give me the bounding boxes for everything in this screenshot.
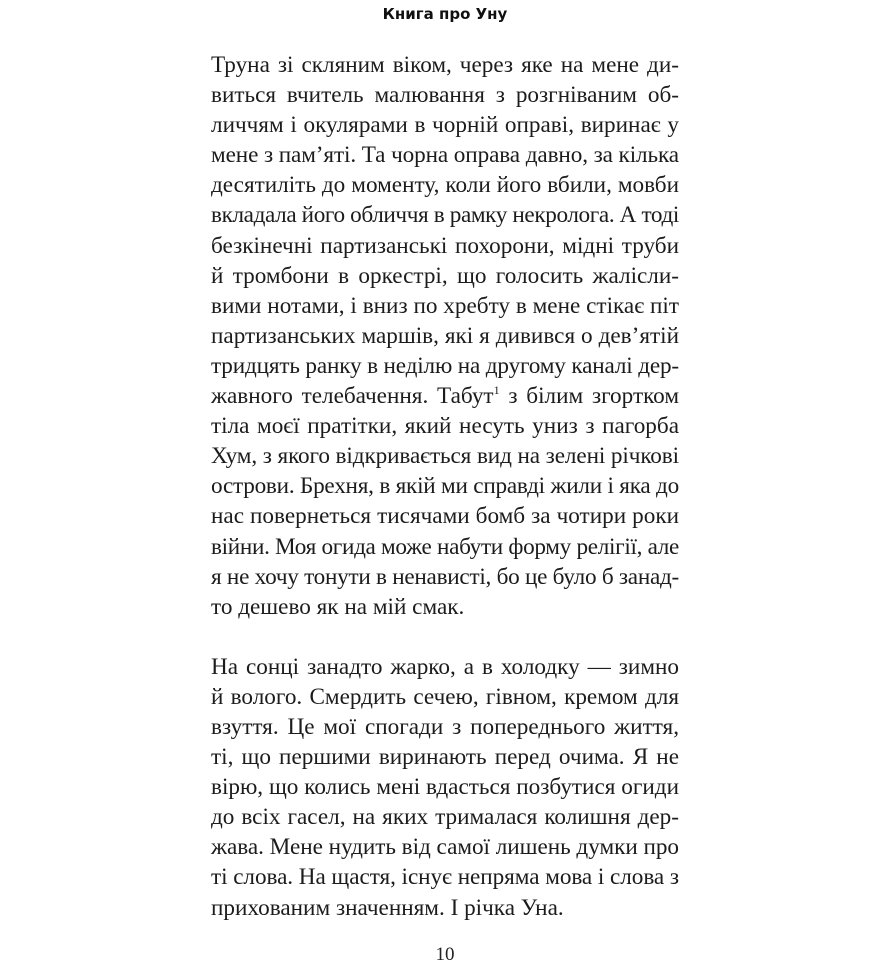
text-line-content: виться вчитель малювання з розгніваним об- — [211, 82, 679, 109]
text-line — [211, 562, 679, 592]
text-line-content: безкінечні партизанські похорони, мідні труби — [211, 232, 679, 259]
text-line — [211, 261, 679, 291]
text-segment: з білим згортком — [499, 383, 679, 410]
text-line — [211, 893, 679, 923]
text-line-content: й волого. Смердить сечею, гівном, кремом для — [211, 683, 679, 710]
text-line-content: личчям і окулярами в чорній оправі, виринає у — [211, 112, 679, 139]
text-segment: жавного телебачення. Табут — [211, 383, 494, 410]
text-line — [211, 712, 679, 742]
text-line-content: й тромбони в оркестрі, що голосить жалісли- — [211, 262, 679, 289]
text-line — [211, 862, 679, 892]
text-line — [211, 351, 679, 381]
text-line — [211, 772, 679, 802]
text-line-content: Труна зі скляним віком, через яке на мене ди- — [211, 52, 679, 78]
text-line-content: війни. Моя огида може набути форму релігії, але — [211, 533, 679, 560]
text-line — [211, 471, 679, 501]
text-line-content: десятиліть до моменту, коли його вбили, мовби — [211, 172, 679, 199]
text-line-content: то дешево як на мій смак. — [211, 593, 465, 620]
paragraph-2 — [211, 652, 679, 923]
text-line-content: прихованим значенням. І річка Уна. — [211, 894, 564, 921]
text-line — [211, 231, 679, 261]
text-line — [211, 50, 679, 80]
text-line-content: тридцять ранку в неділю на другому каналі дер- — [211, 352, 679, 379]
text-line-with-footnote — [211, 381, 679, 411]
page-number: 10 — [435, 943, 455, 965]
text-line — [211, 110, 679, 140]
text-line — [211, 441, 679, 471]
text-line — [211, 291, 679, 321]
text-line — [211, 652, 679, 682]
text-line-content: я не хочу тонути в ненависті, бо це було б занад- — [211, 563, 679, 590]
text-line — [211, 501, 679, 531]
text-line-content: ті, що першими виринають перед очима. Я не — [211, 744, 679, 771]
footnote-marker[interactable]: 1 — [493, 383, 500, 398]
paragraph-1 — [211, 50, 679, 622]
text-line — [211, 411, 679, 441]
text-line — [211, 321, 679, 351]
text-line-content: взуття. Це мої спогади з попереднього життя, — [211, 713, 679, 740]
text-line-content: ті слова. На щастя, існує непряма мова і слова з — [211, 864, 679, 891]
text-line — [211, 80, 679, 110]
text-line-content: вими нотами, і вниз по хребту в мене стікає піт — [211, 292, 679, 319]
text-line-content — [211, 381, 679, 411]
text-line — [211, 532, 679, 562]
text-line — [211, 200, 679, 230]
text-line — [211, 592, 679, 622]
text-line-content: мене з пам’яті. Та чорна оправа давно, за кілька — [211, 142, 679, 169]
text-line-content: нас повернеться тисячами бомб за чотири роки — [211, 503, 679, 530]
text-line-content: вкладала його обличчя в рамку некролога. А тоді — [211, 202, 679, 229]
text-line-content: Хум, з якого відкривається вид на зелені річкові — [211, 443, 679, 470]
running-head: Книга про Уну — [382, 5, 508, 23]
text-line-content: партизанських маршів, які я дивився о дев’ятій — [211, 322, 679, 349]
text-line — [211, 802, 679, 832]
text-line — [211, 140, 679, 170]
text-line — [211, 682, 679, 712]
text-line-content: тіла моєї пратітки, який несуть униз з пагорба — [211, 413, 679, 440]
text-line — [211, 170, 679, 200]
text-line-content: острови. Брехня, в якій ми справді жили і яка до — [211, 473, 679, 500]
text-line — [211, 832, 679, 862]
text-line — [211, 742, 679, 772]
text-line-content: до всіх гасел, на яких трималася колишня дер- — [211, 804, 679, 831]
text-line-content: вірю, що колись мені вдасться позбутися огиди — [211, 774, 679, 801]
text-line-content: На сонці занадто жарко, а в холодку — зимно — [211, 653, 679, 680]
text-line-content: жава. Мене нудить від самої лишень думки про — [211, 834, 679, 861]
